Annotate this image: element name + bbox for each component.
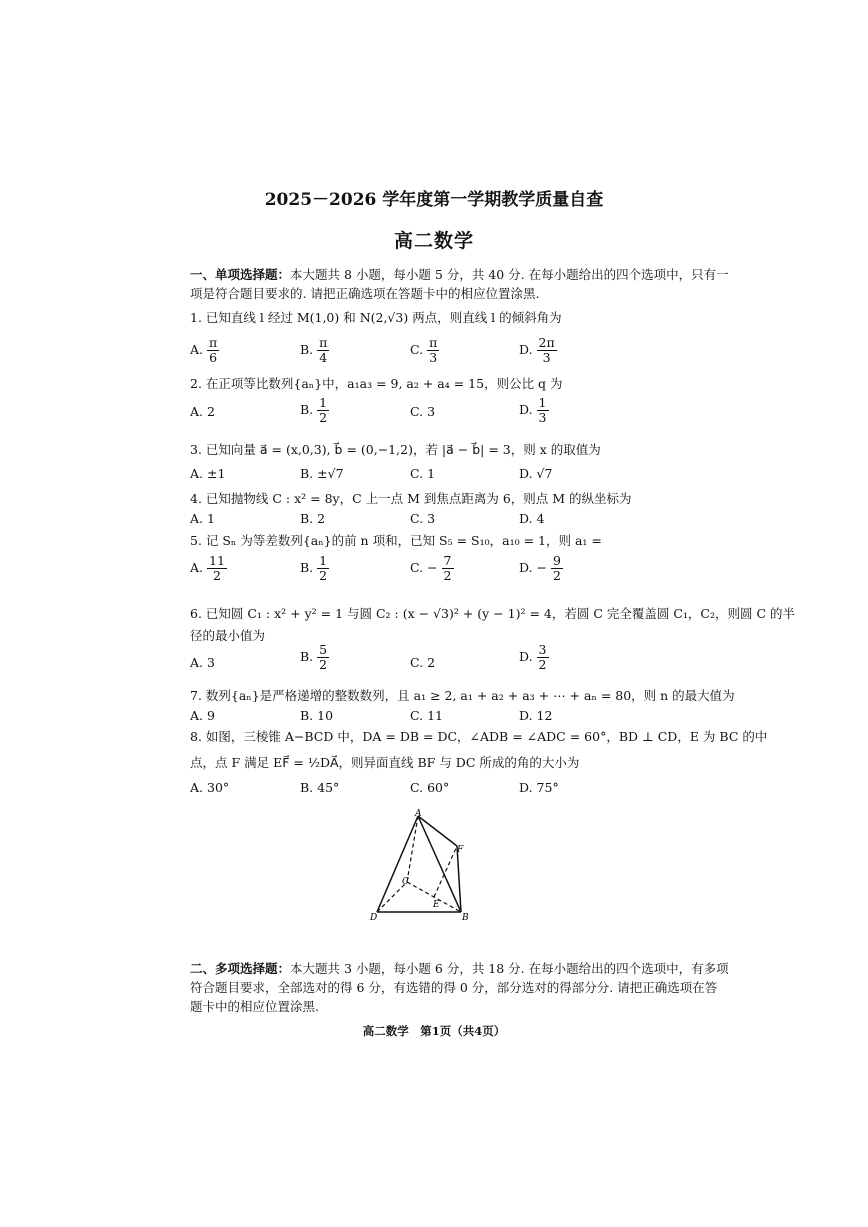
question-1-stem: 1. 已知直线 l 经过 M(1,0) 和 N(2,√3) 两点，则直线 l 的倾斜角为 <box>190 310 562 325</box>
question-8-option-c[interactable]: C. 60° <box>410 780 450 795</box>
question-3-option-c[interactable]: C. 1 <box>410 466 436 481</box>
question-8-option-b[interactable]: B. 45° <box>300 780 340 795</box>
question-7-option-d[interactable]: D. 12 <box>519 708 553 723</box>
question-6-stem: 6. 已知圆 C₁ : x² + y² = 1 与圆 C₂ : (x − √3)² + (y − 1)² = 4，若圆 C 完全覆盖圆 C₁，C₂，则圆 C 的半 <box>190 606 796 621</box>
question-6-option-c[interactable]: C. 2 <box>410 655 436 670</box>
question-3-option-d[interactable]: D. √7 <box>519 466 553 481</box>
question-2-option-b[interactable]: B. $\frac{1}{2}$ <box>300 395 328 425</box>
section2-intro-line3: 题卡中的相应位置涂黑. <box>190 999 319 1014</box>
question-5-option-d[interactable]: D. − $\frac{9}{2}$ <box>519 553 561 583</box>
section2-intro-line2: 符合题目要求，全部选对的得 6 分，有选错的得 0 分，部分选对的得部分分. 请把正确选项在答 <box>190 980 718 995</box>
section1-heading: 一、单项选择题： <box>190 267 291 282</box>
fraction: $\frac{1}{3}$ <box>538 395 547 425</box>
question-1-option-a[interactable]: A. $\frac{\pi}{6}$ <box>190 335 218 365</box>
label-f: F <box>457 845 464 855</box>
fraction: $\frac{5}{2}$ <box>319 642 328 672</box>
section1-intro-line2: 项是符合题目要求的. 请把正确选项在答题卡中的相应位置涂黑. <box>190 286 540 301</box>
exam-title: 2025－2026 学年度第一学期教学质量自查 <box>264 190 604 210</box>
question-7-option-c[interactable]: C. 11 <box>410 708 443 723</box>
section2-heading: 二、多项选择题： <box>190 961 291 976</box>
question-6-option-b[interactable]: B. $\frac{5}{2}$ <box>300 642 328 672</box>
section1-intro-line1: 本大题共 8 小题，每小题 5 分，共 40 分. 在每小题给出的四个选项中，只有一 <box>290 267 729 282</box>
question-1-option-d[interactable]: D. $\frac{2\pi}{3}$ <box>519 335 555 365</box>
question-4-stem: 4. 已知抛物线 C : x² = 8y，C 上一点 M 到焦点距离为 6，则点 M 的纵坐标为 <box>190 491 632 506</box>
question-2-option-a[interactable]: A. 2 <box>190 404 215 419</box>
fraction: $\frac{3}{2}$ <box>538 642 547 672</box>
question-7-stem: 7. 数列{aₙ}是严格递增的整数数列，且 a₁ ≥ 2, a₁ + a₂ + a₃ + ⋯ + aₙ = 80，则 n 的最大值为 <box>190 688 735 703</box>
question-4-option-c[interactable]: C. 3 <box>410 511 436 526</box>
fraction: $\frac{7}{2}$ <box>443 553 452 583</box>
fraction: $\frac{\pi}{6}$ <box>209 335 218 365</box>
question-6-option-a[interactable]: A. 3 <box>190 655 215 670</box>
section2-intro-line1: 本大题共 3 小题，每小题 6 分，共 18 分. 在每小题给出的四个选项中，有多项 <box>290 961 729 976</box>
fraction: $\frac{2\pi}{3}$ <box>538 335 555 365</box>
label-d: D <box>370 913 378 923</box>
question-2-option-d[interactable]: D. $\frac{1}{3}$ <box>519 395 547 425</box>
question-2-stem: 2. 在正项等比数列{aₙ}中，a₁a₃ = 9, a₂ + a₄ = 15，则公比 q 为 <box>190 376 563 391</box>
question-5-option-c[interactable]: C. − $\frac{7}{2}$ <box>410 553 452 583</box>
question-5-option-a[interactable]: A. $\frac{11}{2}$ <box>190 553 225 583</box>
question-6-option-d[interactable]: D. $\frac{3}{2}$ <box>519 642 547 672</box>
fraction: $\frac{11}{2}$ <box>209 553 225 583</box>
label-b: B <box>462 913 469 923</box>
question-7-option-b[interactable]: B. 10 <box>300 708 334 723</box>
fraction: $\frac{1}{2}$ <box>319 553 328 583</box>
fraction: $\frac{\pi}{3}$ <box>429 335 438 365</box>
question-8-stem: 8. 如图，三棱锥 A−BCD 中，DA = DB = DC，∠ADB = ∠ADC = 60°，BD ⊥ CD，E 为 BC 的中 <box>190 729 768 744</box>
edge-ad <box>377 816 418 912</box>
question-2-option-c[interactable]: C. 3 <box>410 404 436 419</box>
question-3-option-b[interactable]: B. ±√7 <box>300 466 344 481</box>
section1-intro <box>190 266 729 284</box>
edge-af <box>418 816 457 846</box>
question-6-stem-line2: 径的最小值为 <box>190 628 266 643</box>
question-3-option-a[interactable]: A. ±1 <box>190 466 226 481</box>
question-4-option-d[interactable]: D. 4 <box>519 511 545 526</box>
question-4-option-b[interactable]: B. 2 <box>300 511 326 526</box>
question-7-option-a[interactable]: A. 9 <box>190 708 215 723</box>
section2-intro <box>190 960 729 978</box>
fraction: $\frac{1}{2}$ <box>319 395 328 425</box>
question-5-option-b[interactable]: B. $\frac{1}{2}$ <box>300 553 328 583</box>
label-e: E <box>433 900 440 910</box>
label-a: A <box>415 809 422 819</box>
edge-fb <box>457 846 461 912</box>
fraction: $\frac{9}{2}$ <box>553 553 561 583</box>
question-8-option-a[interactable]: A. 30° <box>190 780 230 795</box>
fraction: $\frac{\pi}{4}$ <box>319 335 328 365</box>
question-3-stem: 3. 已知向量 a⃗ = (x,0,3), b⃗ = (0,−1,2)，若 |a⃗ − b⃗| = 3，则 x 的取值为 <box>190 442 601 457</box>
question-5-stem: 5. 记 Sₙ 为等差数列{aₙ}的前 n 项和，已知 S₅ = S₁₀，a₁₀ = 1，则 a₁ = <box>190 533 602 548</box>
question-8-stem-line2: 点，点 F 满足 EF⃗ = ½DA⃗，则异面直线 BF 与 DC 所成的角的大小为 <box>190 755 580 770</box>
label-c: C <box>402 877 409 887</box>
exam-subject: 高二数学 <box>393 230 474 252</box>
question-4-option-a[interactable]: A. 1 <box>190 511 215 526</box>
question-1-option-c[interactable]: C. $\frac{\pi}{3}$ <box>410 335 438 365</box>
page-footer: 高二数学 第1页（共4页） <box>362 1024 506 1038</box>
edge-ab <box>418 816 461 912</box>
question-8-option-d[interactable]: D. 75° <box>519 780 559 795</box>
edge-ef <box>434 846 457 897</box>
question-1-option-b[interactable]: B. $\frac{\pi}{4}$ <box>300 335 328 365</box>
edge-ac <box>407 816 418 882</box>
tetrahedron-figure <box>365 808 485 928</box>
